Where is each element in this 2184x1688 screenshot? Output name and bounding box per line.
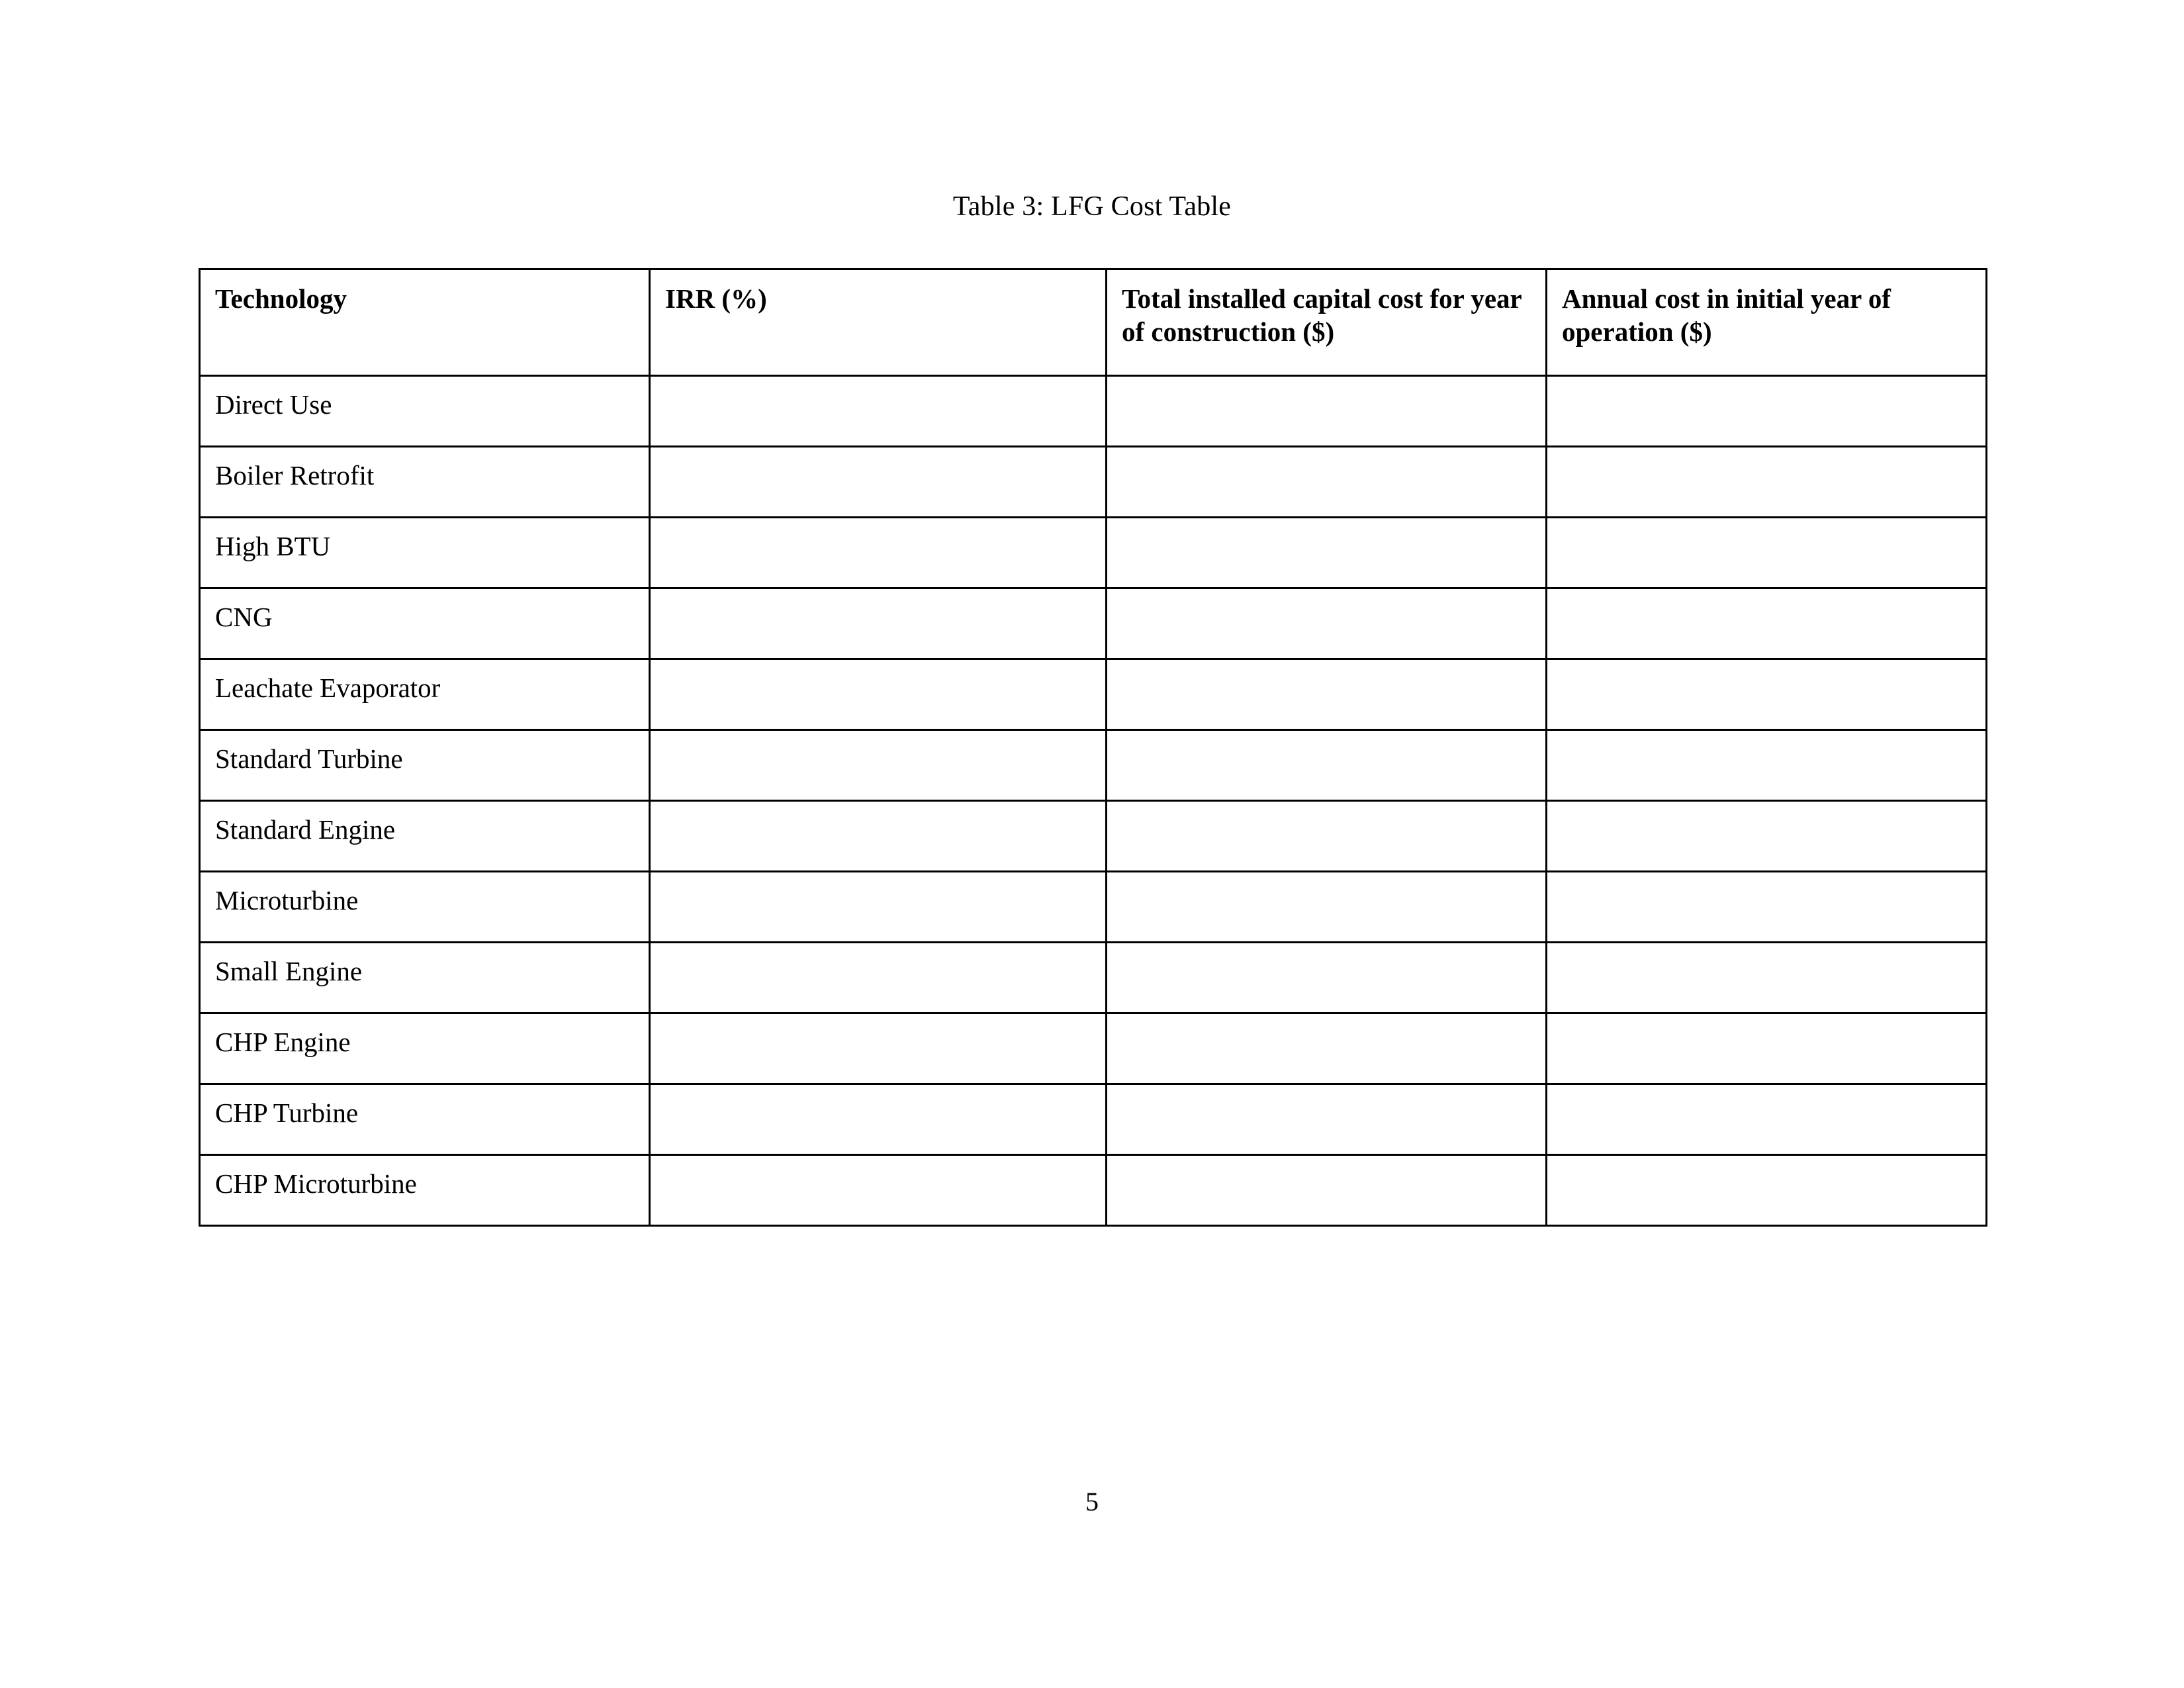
cell-annual-cost[interactable] — [1547, 801, 1987, 872]
cell-annual-cost[interactable] — [1547, 376, 1987, 447]
cell-irr[interactable] — [650, 376, 1107, 447]
cell-irr[interactable] — [650, 588, 1107, 659]
cell-annual-cost[interactable] — [1547, 1013, 1987, 1084]
table-header-row — [200, 269, 1987, 376]
cell-capital-cost[interactable] — [1107, 376, 1547, 447]
cell-technology: Standard Turbine — [200, 730, 650, 801]
cell-capital-cost[interactable] — [1107, 588, 1547, 659]
cell-irr[interactable] — [650, 730, 1107, 801]
cell-capital-cost[interactable] — [1107, 872, 1547, 943]
table-row — [200, 376, 1987, 447]
cell-capital-cost[interactable] — [1107, 447, 1547, 518]
cell-capital-cost[interactable] — [1107, 659, 1547, 730]
cell-capital-cost[interactable] — [1107, 730, 1547, 801]
table-row — [200, 801, 1987, 872]
cell-irr[interactable] — [650, 1155, 1107, 1226]
cell-technology: CHP Turbine — [200, 1084, 650, 1155]
cell-technology: Small Engine — [200, 943, 650, 1013]
table-row — [200, 730, 1987, 801]
cell-technology: High BTU — [200, 518, 650, 588]
lfg-cost-table-container — [199, 268, 1985, 1227]
column-header-annual-cost-initial-year: Annual cost in initial year of operation ($) — [1547, 269, 1987, 376]
cell-annual-cost[interactable] — [1547, 1084, 1987, 1155]
cell-annual-cost[interactable] — [1547, 872, 1987, 943]
cell-annual-cost[interactable] — [1547, 447, 1987, 518]
table-row — [200, 1013, 1987, 1084]
column-header-total-installed-capital-cost: Total installed capital cost for year of construction ($) — [1107, 269, 1547, 376]
cell-annual-cost[interactable] — [1547, 1155, 1987, 1226]
cell-irr[interactable] — [650, 943, 1107, 1013]
table-caption: Table 3: LFG Cost Table — [952, 191, 1232, 222]
cell-capital-cost[interactable] — [1107, 1013, 1547, 1084]
table-header-row-group — [200, 269, 1987, 376]
table-row — [200, 447, 1987, 518]
table-row — [200, 518, 1987, 588]
cell-annual-cost[interactable] — [1547, 943, 1987, 1013]
cell-annual-cost[interactable] — [1547, 518, 1987, 588]
table-body — [200, 376, 1987, 1226]
cell-technology: CHP Microturbine — [200, 1155, 650, 1226]
cell-irr[interactable] — [650, 447, 1107, 518]
cell-technology: Direct Use — [200, 376, 650, 447]
table-row — [200, 659, 1987, 730]
cell-technology: Boiler Retrofit — [200, 447, 650, 518]
table-row — [200, 588, 1987, 659]
cell-irr[interactable] — [650, 872, 1107, 943]
cell-annual-cost[interactable] — [1547, 659, 1987, 730]
cell-capital-cost[interactable] — [1107, 518, 1547, 588]
cell-annual-cost[interactable] — [1547, 588, 1987, 659]
column-header-irr: IRR (%) — [650, 269, 1107, 376]
cell-annual-cost[interactable] — [1547, 730, 1987, 801]
column-header-technology: Technology — [200, 269, 650, 376]
table-row — [200, 943, 1987, 1013]
cell-technology: Microturbine — [200, 872, 650, 943]
cell-irr[interactable] — [650, 801, 1107, 872]
table-row — [200, 1155, 1987, 1226]
cell-capital-cost[interactable] — [1107, 1155, 1547, 1226]
cell-irr[interactable] — [650, 518, 1107, 588]
table-row — [200, 1084, 1987, 1155]
cell-capital-cost[interactable] — [1107, 943, 1547, 1013]
cell-irr[interactable] — [650, 1013, 1107, 1084]
cell-technology: Standard Engine — [200, 801, 650, 872]
cell-technology: CNG — [200, 588, 650, 659]
cell-technology: Leachate Evaporator — [200, 659, 650, 730]
cell-irr[interactable] — [650, 1084, 1107, 1155]
cell-capital-cost[interactable] — [1107, 801, 1547, 872]
page-number: 5 — [1085, 1487, 1099, 1517]
cell-technology: CHP Engine — [200, 1013, 650, 1084]
lfg-cost-table — [199, 268, 1987, 1227]
cell-irr[interactable] — [650, 659, 1107, 730]
cell-capital-cost[interactable] — [1107, 1084, 1547, 1155]
table-row — [200, 872, 1987, 943]
